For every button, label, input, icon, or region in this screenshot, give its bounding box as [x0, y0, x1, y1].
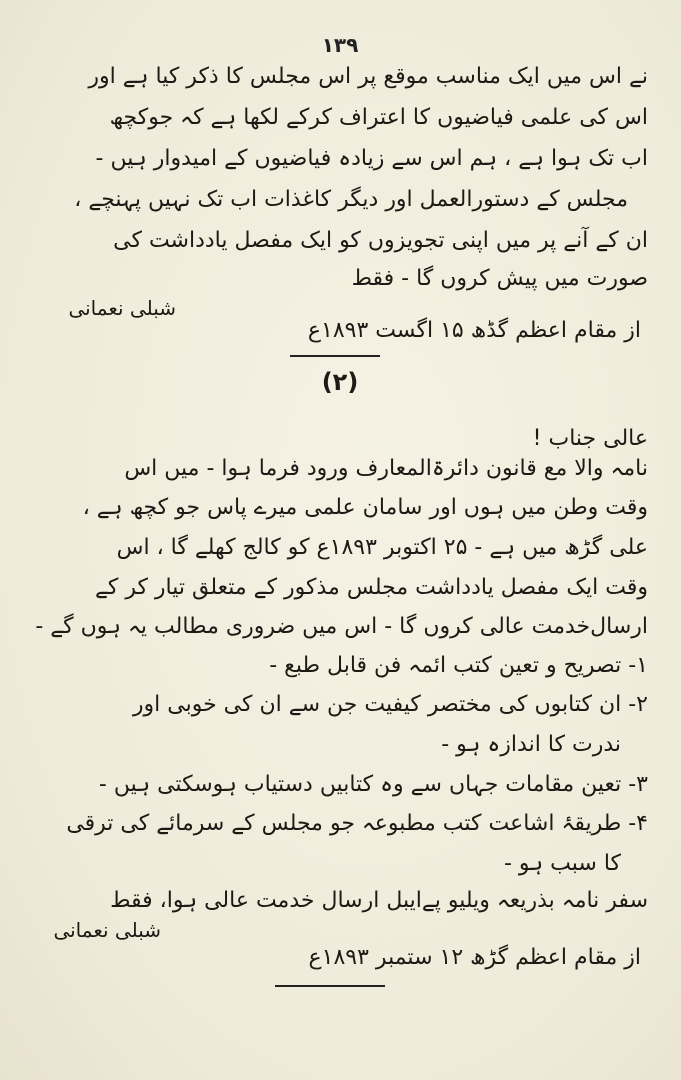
- letter2-salutation: عالی جناب !: [532, 426, 648, 451]
- letter2-list-item-4-cont: کا سبب ہو -: [503, 851, 621, 876]
- page-number: ۱۳۹: [321, 33, 359, 57]
- letter2-list-item-3: ۳- تعین مقامات جہاں سے وہ کتابیں دستیاب ہوسکتی ہیں -: [98, 772, 648, 797]
- letter2-place-date: از مقام اعظم گڑھ ۱۲ ستمبر ۱۸۹۳ع: [308, 945, 641, 970]
- letter2-list-item-1: ۱- تصریح و تعین کتب ائمہ فن قابل طبع -: [269, 653, 648, 678]
- letter2-line-3: علی گڑھ میں ہے - ۲۵ اکتوبر ۱۸۹۳ع کو کالج کھلے گا ، اس: [116, 535, 648, 560]
- letter1-signature: شبلی نعمانی: [68, 296, 176, 320]
- letter2-line-5: ارسال‌خدمت عالی کروں گا - اس میں ضروری مطالب یہ ہوں گے -: [35, 614, 648, 639]
- separator-line-bottom: [275, 985, 385, 987]
- letter1-line-1: نے اس میں ایک مناسب موقع پر اس مجلس کا ذکر کیا ہے اور: [88, 64, 648, 89]
- letter2-list-item-2-cont: ندرت کا اندازہ ہو -: [441, 732, 621, 757]
- letter-number: (۲): [321, 368, 359, 396]
- letter1-place-date: از مقام اعظم گڈھ ۱۵ اگست ۱۸۹۳ع: [307, 318, 641, 343]
- letter2-list-item-2: ۲- ان کتابوں کی مختصر کیفیت جن سے ان کی خوبی اور: [132, 692, 648, 717]
- letter2-signature: شبلی نعمانی: [53, 918, 161, 942]
- letter2-line-closing: سفر نامہ بذریعہ ویلیو پے‌ایبل ارسال خدمت عالی ہوا، فقط: [110, 888, 648, 913]
- letter1-line-2: اس کی علمی فیاضیوں کا اعتراف کرکے لکھا ہے کہ جوکچھ: [109, 105, 648, 130]
- letter1-line-5: ان کے آنے پر میں اپنی تجویزوں کو ایک مفصل یادداشت کی: [113, 228, 648, 253]
- letter2-line-1: نامہ والا مع قانون دائرۃالمعارف ورود فرما ہوا - میں اس: [124, 456, 648, 481]
- letter1-line-6: صورت میں پیش کروں گا - فقط: [351, 266, 648, 291]
- letter1-line-3: اب تک ہوا ہے ، ہم اس سے زیادہ فیاضیوں کے امیدوار ہیں -: [95, 146, 648, 171]
- separator-line: [290, 355, 380, 357]
- letter2-line-4: وقت ایک مفصل یادداشت مجلس مذکور کے متعلق تیار کر کے: [94, 575, 648, 600]
- letter2-list-item-4: ۴- طریقۂ اشاعت کتب مطبوعہ جو مجلس کے سرمائے کی ترقی: [66, 811, 648, 836]
- letter1-line-4: مجلس کے دستورالعمل اور دیگر کاغذات اب تک نہیں پہنچے ،: [74, 187, 628, 212]
- letter2-line-2: وقت وطن میں ہوں اور سامان علمی میرے پاس جو کچھ ہے ،: [82, 495, 648, 520]
